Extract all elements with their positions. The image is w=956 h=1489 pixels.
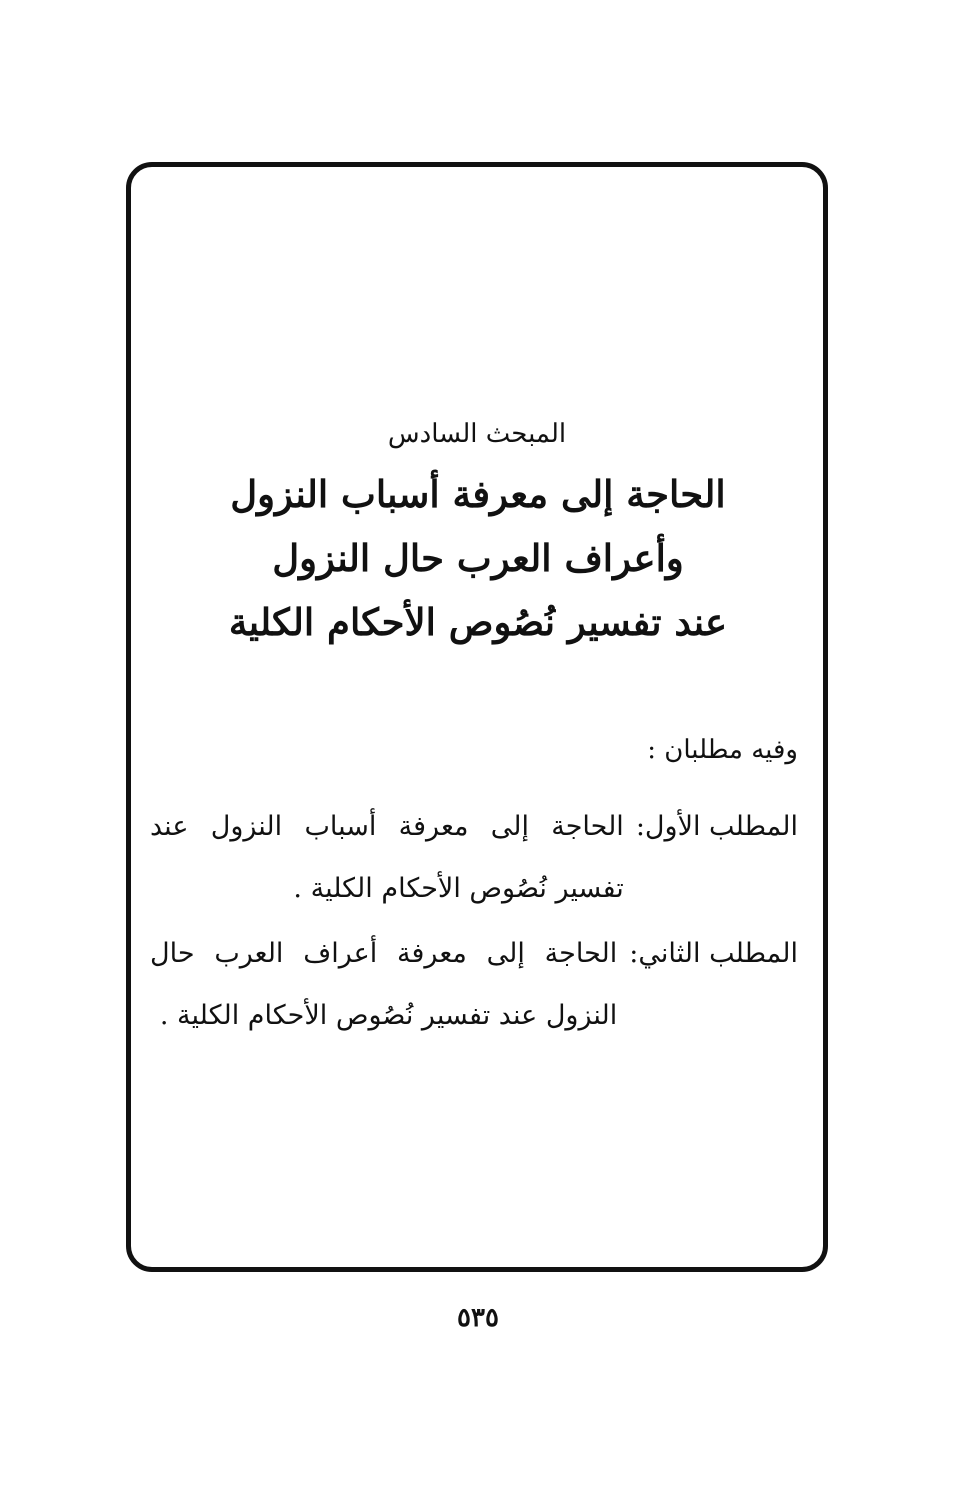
subsection-label: المطلب الأول	[644, 811, 798, 842]
subsection-text: الحاجة إلى معرفة أعراف العرب حال النزول عند تفسير نُصُوص الأحكام الكلية .	[150, 938, 618, 1031]
subsection-item-1	[150, 796, 798, 920]
subsection-label: المطلب الثاني	[638, 938, 798, 969]
subsection-item-2	[150, 923, 798, 1047]
title-line: عند تفسير نُصُوص الأحكام الكلية	[228, 600, 728, 644]
chapter-title	[180, 462, 776, 654]
page-border-frame	[126, 162, 828, 1272]
title-line: الحاجة إلى معرفة أسباب النزول	[230, 472, 726, 516]
intro-text: وفيه مطلبان :	[647, 735, 798, 765]
title-line: وأعراف العرب حال النزول	[272, 536, 684, 580]
subsection-separator: :	[635, 811, 645, 842]
subsection-separator: :	[629, 938, 639, 969]
page-number: ٥٣٥	[457, 1303, 499, 1333]
section-label: المبحث السادس	[387, 419, 567, 449]
subsection-text: الحاجة إلى معرفة أسباب النزول عند تفسير نُصُوص الأحكام الكلية .	[150, 811, 624, 904]
